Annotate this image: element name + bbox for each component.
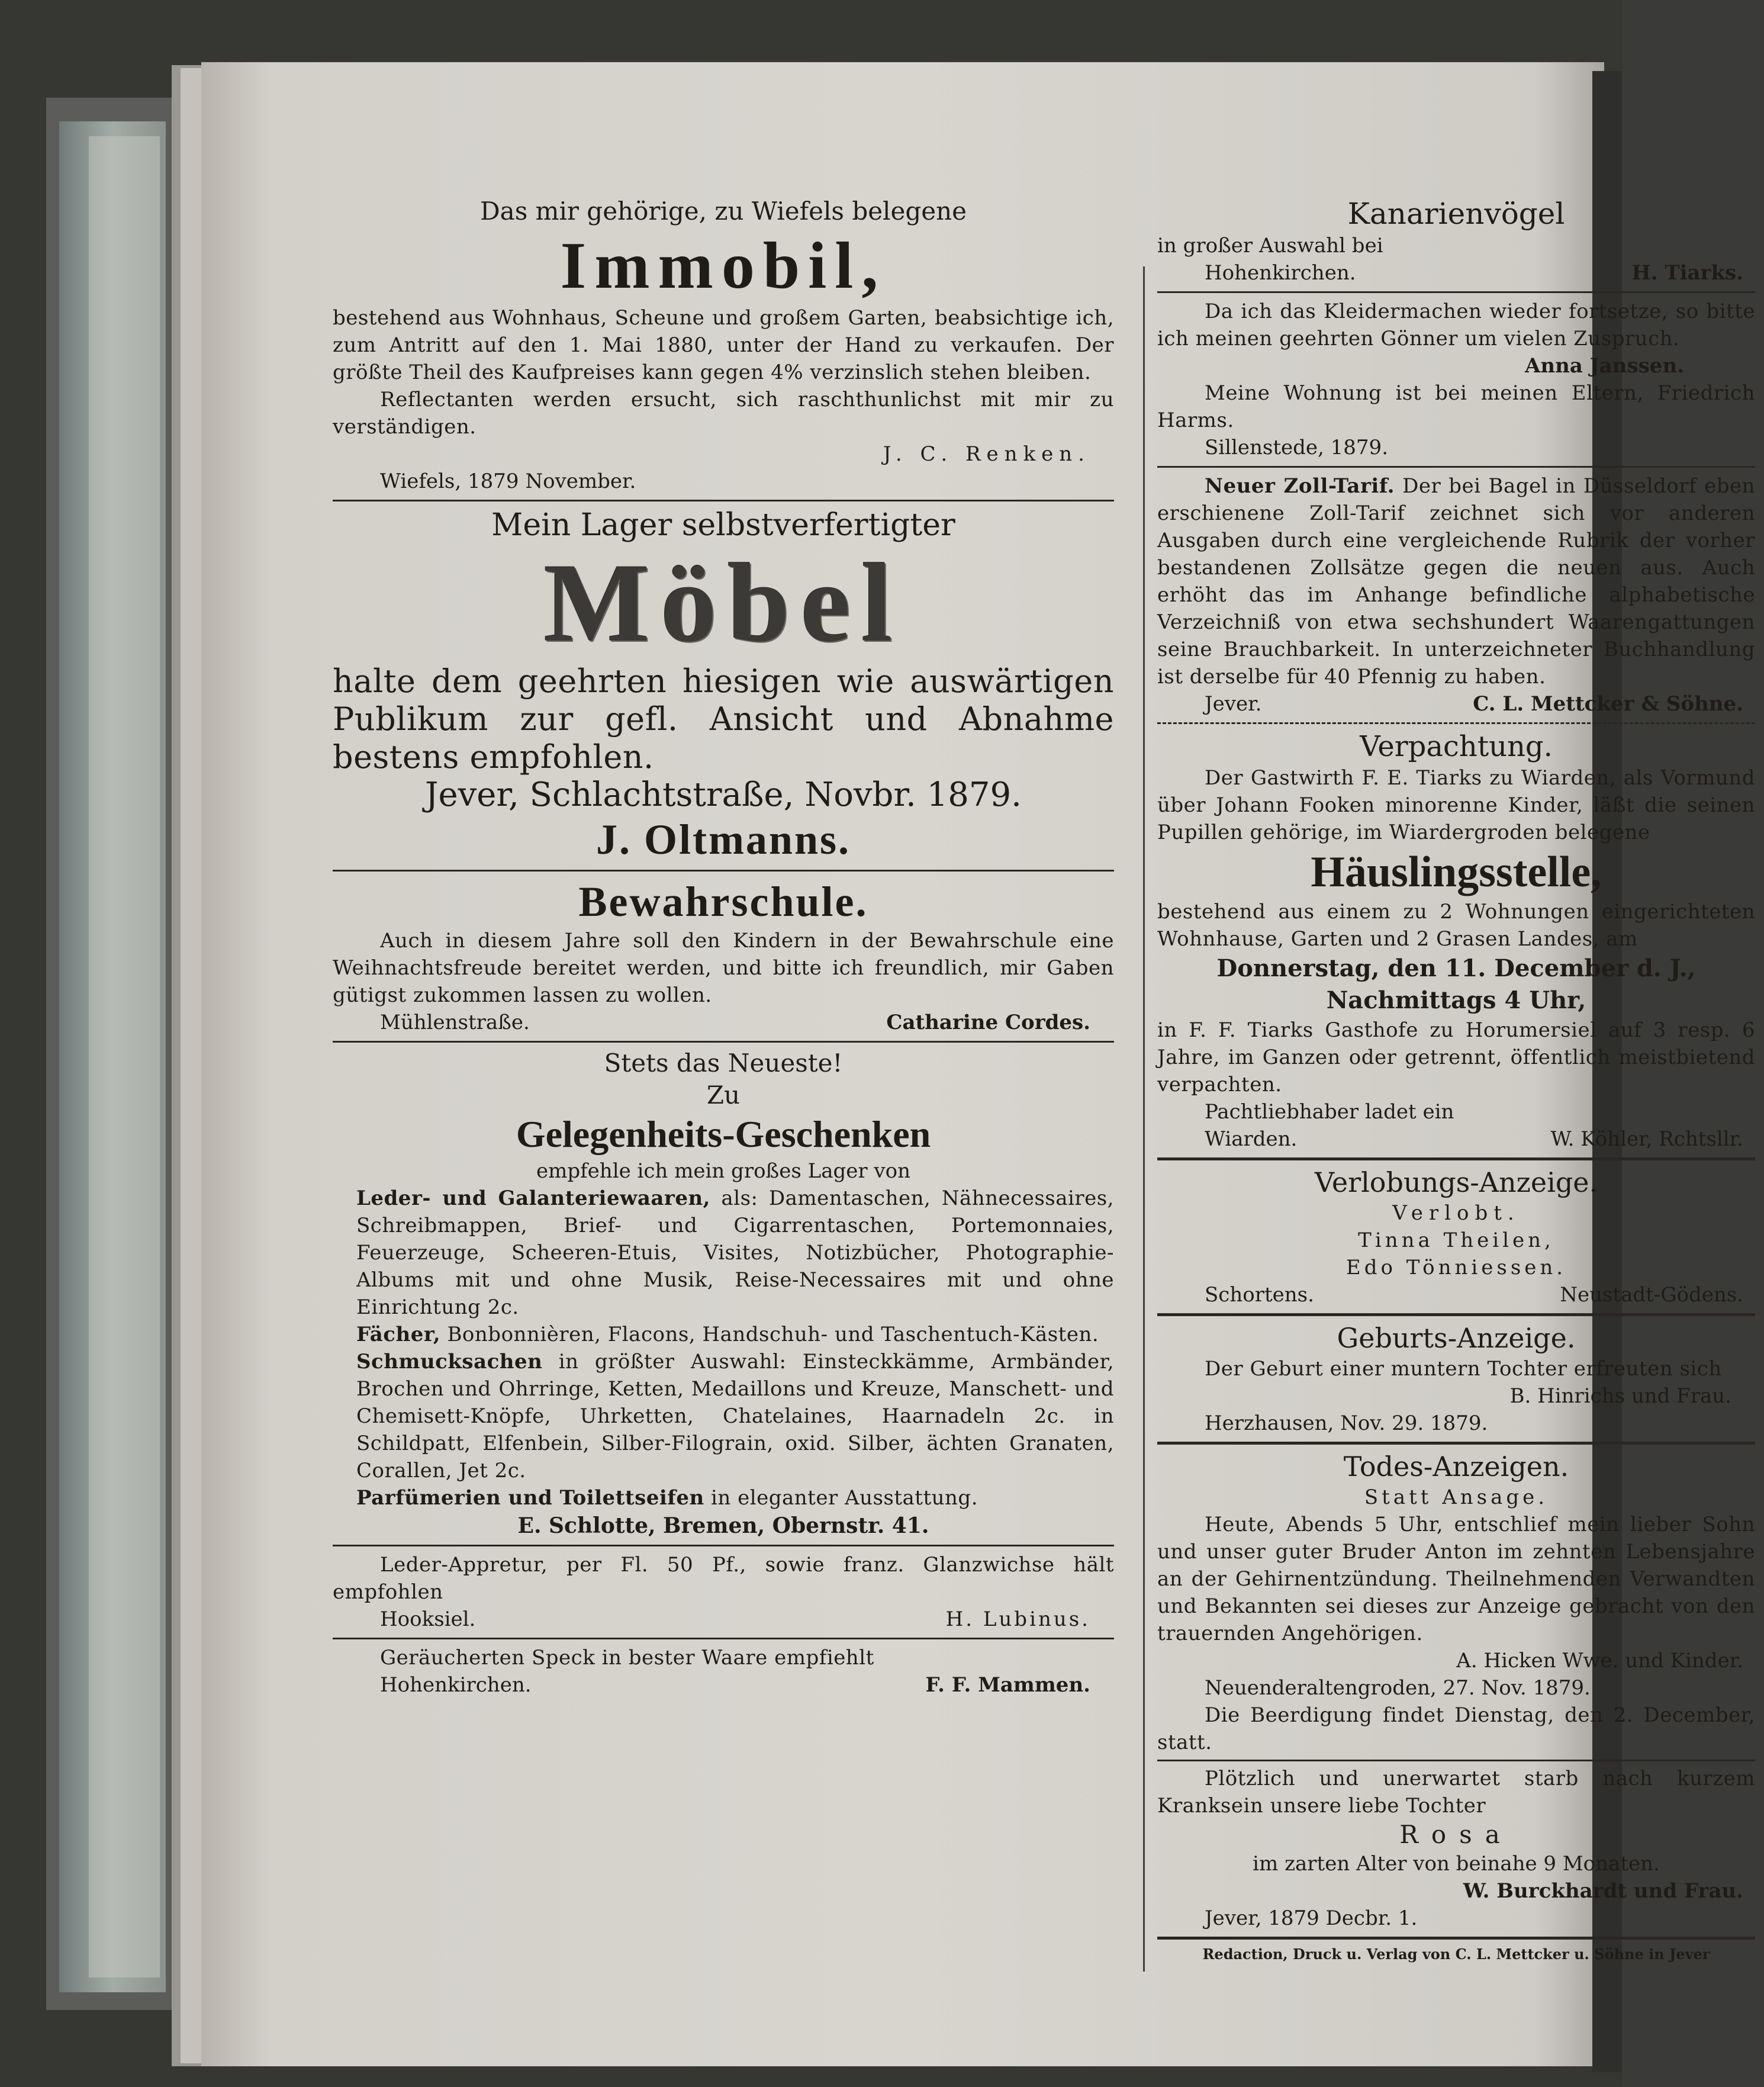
verpachtung-body3: in F. F. Tiarks Gasthofe zu Horumersiel auf 3 resp. 6 Jahre, im Ganzen oder getrennt, öffentlich meistbietend verpachten. — [1157, 1018, 1755, 1096]
verpachtung-body4: Pachtliebhaber ladet ein — [1205, 1100, 1454, 1124]
geschenke-p3-bold: Schmucksachen — [356, 1350, 543, 1374]
divider — [1157, 291, 1755, 293]
verlobung-headline: Verlobungs-Anzeige. — [1314, 1166, 1598, 1198]
geschenke-line2: Zu — [706, 1081, 741, 1110]
kleidermachen-place-date: Sillenstede, 1879. — [1205, 436, 1389, 459]
ad-kleidermachen — [1157, 298, 1755, 461]
kanarien-headline: Kanarienvögel — [1347, 197, 1565, 231]
geburt-signature: B. Hinrichs und Frau. — [1509, 1384, 1731, 1408]
geschenke-p4-text: in eleganter Ausstattung. — [704, 1486, 978, 1510]
moebel-signature: J. Oltmanns. — [595, 816, 851, 863]
kanarien-place: Hohenkirchen. — [1205, 261, 1356, 285]
geschenke-line3: empfehle ich mein großes Lager von — [536, 1159, 911, 1183]
divider — [1157, 1760, 1755, 1761]
geschenke-headline: Gelegenheits-Geschenken — [516, 1113, 931, 1155]
divider — [1157, 1442, 1755, 1445]
verpachtung-signature: W. Köhler, Rchtsllr. — [1550, 1127, 1743, 1151]
todes-body3: Plötzlich und unerwartet starb nach kurzem Kranksein unsere liebe Tochter — [1157, 1767, 1755, 1818]
verlobung-place2: Neustadt-Gödens. — [1560, 1283, 1743, 1307]
verlobung-footer — [1157, 1281, 1755, 1308]
geschenke-p2-bold: Fächer, — [356, 1323, 441, 1346]
zolltarif-place: Jever. — [1205, 692, 1262, 716]
immobil-headline: Immobil, — [560, 229, 887, 303]
ad-verlobung — [1157, 1165, 1755, 1308]
moebel-body: halte dem geehrten hiesigen wie auswärtigen Publikum zur gefl. Ansicht und Abnahme bestens empfohlen. — [333, 663, 1114, 776]
divider — [1157, 1157, 1755, 1160]
kleidermachen-body: Da ich das Kleidermachen wieder fortsetze, so bitte ich meinen geehrten Gönner um vielen Zuspruch. — [1157, 300, 1755, 350]
verlobung-name1: Tinna Theilen, — [1358, 1229, 1554, 1252]
geschenke-p4-bold: Parfümerien und Toilettseifen — [356, 1486, 704, 1510]
kanarien-body: in großer Auswahl bei — [1157, 234, 1383, 258]
divider — [1157, 466, 1755, 468]
todes-place-date: Neuenderaltengroden, 27. Nov. 1879. — [1205, 1676, 1591, 1700]
zolltarif-signature: C. L. Mettcker & Söhne. — [1473, 692, 1743, 716]
verpachtung-date: Donnerstag, den 11. December d. J., — [1216, 954, 1696, 982]
immobil-body2: Reflectanten werden ersucht, sich raschthunlichst mit mir zu verständigen. — [333, 388, 1114, 439]
verlobung-place1: Schortens. — [1205, 1283, 1314, 1307]
ad-geburt — [1157, 1321, 1755, 1437]
kanarien-signature: H. Tiarks. — [1631, 261, 1743, 285]
verpachtung-footer — [1157, 1125, 1755, 1153]
kanarien-footer — [1157, 259, 1755, 287]
divider — [1157, 1937, 1755, 1940]
verpachtung-headline2: Häuslingsstelle, — [1311, 848, 1602, 896]
immobil-place-date: Wiefels, 1879 November. — [380, 470, 636, 493]
kleidermachen-signature: Anna Janssen. — [1525, 354, 1684, 378]
zolltarif-lead: Neuer Zoll-Tarif. — [1205, 474, 1395, 498]
kleidermachen-body2: Meine Wohnung ist bei meinen Eltern, Friedrich Harms. — [1157, 381, 1755, 432]
speck-body: Geräucherten Speck in bester Waare empfiehlt — [380, 1646, 874, 1670]
geschenke-signature: E. Schlotte, Bremen, Obernstr. 41. — [517, 1513, 929, 1538]
lederappretur-body: Leder-Appretur, per Fl. 50 Pf., sowie franz. Glanzwichse hält empfohlen — [333, 1553, 1114, 1604]
bewahrschule-place: Mühlenstraße. — [380, 1011, 530, 1034]
geburt-place-date: Herzhausen, Nov. 29. 1879. — [1205, 1411, 1488, 1435]
ad-kanarien — [1157, 195, 1755, 287]
geschenke-p3-text: in größter Auswahl: Einsteckkämme, Armbänder, Brochen und Ohrringe, Ketten, Medaillons und Kreuze, Manschett- und Chemisett-Knöpfe, Uhrketten, Chatelaines, Haarnadeln 2c. in Schildpatt, Elfenbein, Silber-Filograin, oxid. Silber, ächten Granaten, Corallen, Jet 2c. — [356, 1350, 1114, 1483]
moebel-line1: Mein Lager selbstverfertigter — [491, 507, 955, 543]
geschenke-p2-text: Bonbonnièren, Flacons, Handschuh- und Taschentuch-Kästen. — [440, 1323, 1099, 1346]
speck-signature: F. F. Mammen. — [925, 1673, 1090, 1697]
immobil-signature: J. C. Renken. — [883, 442, 1090, 466]
geschenke-p1-bold: Leder- und Galanteriewaaren, — [356, 1186, 711, 1210]
ad-todes — [1157, 1449, 1755, 1932]
verpachtung-place: Wiarden. — [1205, 1127, 1298, 1151]
moebel-place-date: Jever, Schlachtstraße, Novbr. 1879. — [425, 776, 1022, 814]
zolltarif-body — [1157, 472, 1755, 690]
zolltarif-text: Der bei Bagel in Düsseldorf eben erschienene Zoll-Tarif zeichnet sich vor anderen Ausgaben durch eine vergleichende Rubrik der vorher bestandenen Zollsätze gegen die neuen aus. Auch erhöht das im Anhange befindliche alphabetische Verzeichniß von etwa sechshundert Waarengattungen seine Brauchbarkeit. In unterzeichneter Buchhandlung ist derselbe für 40 Pfennig zu haben. — [1157, 474, 1756, 689]
verlobung-line1: Verlobt. — [1392, 1201, 1520, 1225]
lederappretur-place: Hooksiel. — [380, 1607, 476, 1631]
todes-signature: A. Hicken Wwe. und Kinder. — [1456, 1649, 1743, 1673]
ad-zolltarif — [1157, 472, 1755, 718]
geburt-headline: Geburts-Anzeige. — [1337, 1322, 1576, 1354]
immobil-intro: Das mir gehörige, zu Wiefels belegene — [480, 197, 967, 226]
bewahrschule-body: Auch in diesem Jahre soll den Kindern in der Bewahrschule eine Weihnachtsfreude bereitet werden, und bitte ich freundlich, mir Gaben gütigst zukommen lassen zu wollen. — [333, 929, 1114, 1007]
todes-name: Rosa — [1399, 1820, 1513, 1849]
newspaper-page — [201, 65, 1756, 2060]
verpachtung-time: Nachmittags 4 Uhr, — [1326, 986, 1586, 1014]
verpachtung-headline: Verpachtung. — [1360, 730, 1553, 763]
verpachtung-body2: bestehend aus einem zu 2 Wohnungen eingerichteten Wohnhause, Garten und 2 Grasen Landes, am — [1157, 900, 1755, 951]
divider — [1157, 722, 1755, 724]
verpachtung-body: Der Gastwirth F. E. Tiarks zu Wiarden, als Vormund über Johann Fooken minorenne Kinder, läßt die seinen Pupillen gehörige, im Wiardergroden belegene — [1157, 766, 1755, 844]
lederappretur-signature: H. Lubinus. — [945, 1607, 1090, 1631]
speck-place: Hohenkirchen. — [380, 1673, 532, 1697]
geschenke-line1: Stets das Neueste! — [604, 1049, 843, 1078]
todes-headline: Todes-Anzeigen. — [1343, 1451, 1569, 1483]
divider — [1157, 1313, 1755, 1316]
zolltarif-footer — [1157, 690, 1755, 718]
todes-signature2: W. Burckhardt und Frau. — [1463, 1879, 1743, 1903]
bewahrschule-headline: Bewahrschule. — [578, 878, 868, 925]
todes-line1: Statt Ansage. — [1364, 1485, 1549, 1509]
ad-verpachtung — [1157, 729, 1755, 1153]
todes-body4: im zarten Alter von beinahe 9 Monaten. — [1253, 1852, 1660, 1876]
verlobung-name2: Edo Tönniessen. — [1345, 1256, 1567, 1279]
moebel-headline: Möbel — [543, 541, 903, 665]
bewahrschule-signature: Catharine Cordes. — [886, 1011, 1090, 1034]
imprint: Redaction, Druck u. Verlag von C. L. Mettcker u. Söhne in Jever — [1202, 1945, 1710, 1963]
todes-body2: Die Beerdigung findet Dienstag, den 2. December, statt. — [1157, 1703, 1755, 1754]
todes-place-date2: Jever, 1879 Decbr. 1. — [1205, 1906, 1418, 1930]
geburt-body: Der Geburt einer muntern Tochter erfreuten sich — [1205, 1357, 1722, 1381]
todes-body: Heute, Abends 5 Uhr, entschlief mein lieber Sohn und unser guter Bruder Anton im zehnten Lebensjahre an der Gehirnentzündung. Theilnehmenden Verwandten und Bekannten sei dieses zur Anzeige gebracht von den trauernden Angehörigen. — [1157, 1513, 1755, 1645]
right-column — [974, 195, 1764, 1964]
geschenke-p1-text: als: Damentaschen, Nähnecessaires, Schreibmappen, Brief- und Cigarrentaschen, Portemonnaies, Feuerzeuge, Scheeren-Etuis, Visites, Notizbücher, Photographie-Albums mit und ohne Musik, Reise-Necessaires mit und ohne Einrichtung 2c. — [356, 1186, 1114, 1319]
immobil-body: bestehend aus Wohnhaus, Scheune und großem Garten, beabsichtige ich, zum Antritt auf den 1. Mai 1880, unter der Hand zu verkaufen. Der größte Theil des Kaufpreises kann gegen 4% verzinslich stehen bleiben. — [333, 306, 1114, 384]
